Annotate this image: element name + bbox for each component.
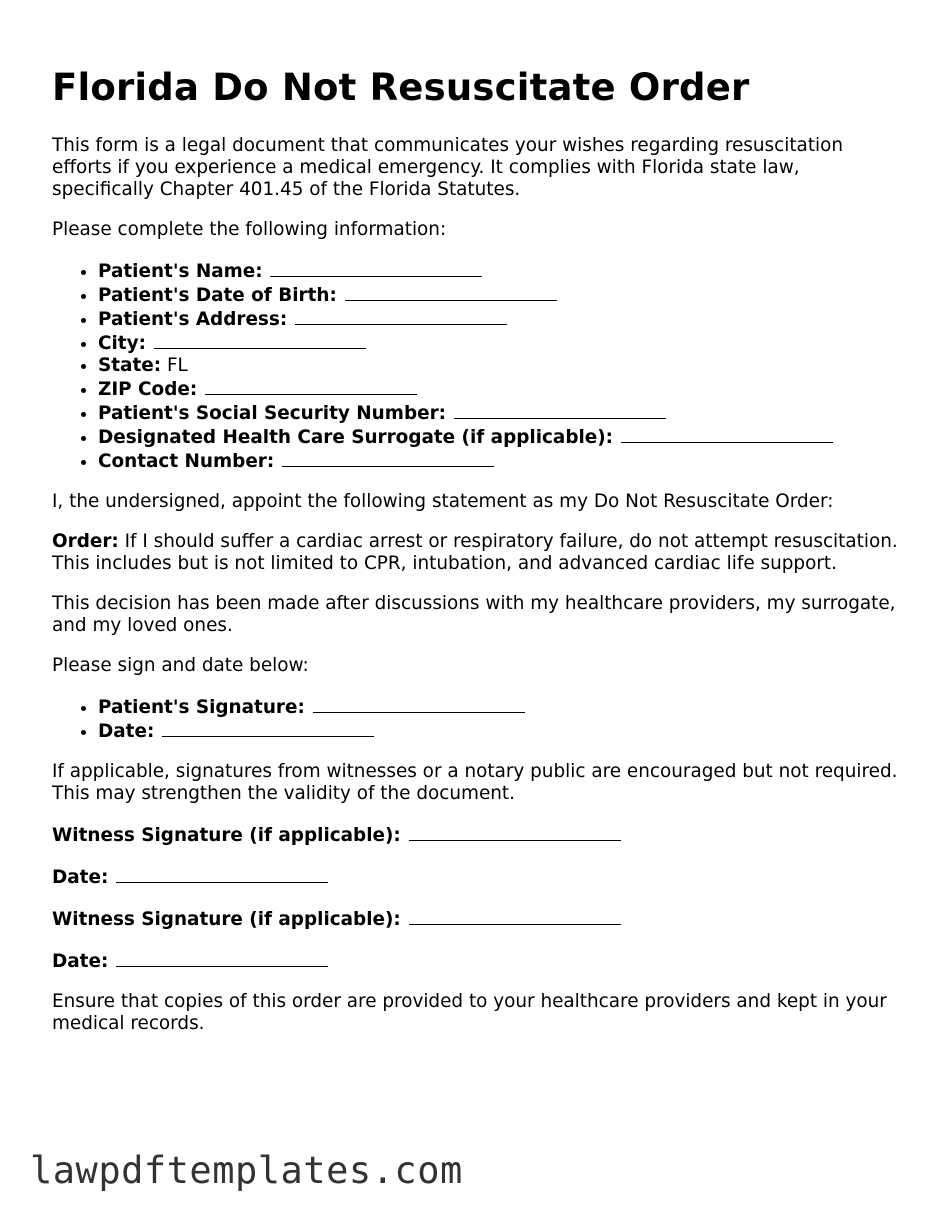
field-label: Patient's Date of Birth: [98,285,337,306]
document-page [52,66,902,1053]
decision-paragraph: This decision has been made after discussions with my healthcare providers, my surrogate, and my loved ones. [52,593,896,636]
field-label: Patient's Social Security Number: [98,403,447,424]
signature-date-field[interactable] [162,719,374,737]
patient-info-list [52,259,902,473]
witness-1-signature-field[interactable] [409,823,621,841]
city-field[interactable] [154,331,366,349]
field-label: City: [98,333,146,354]
field-label: Patient's Address: [98,309,288,330]
list-item-contact [98,449,902,473]
witness-2-date-field[interactable] [116,949,328,967]
field-label: Contact Number: [98,451,275,472]
witness-date-label: Date: [52,951,109,972]
witness-signature-label: Witness Signature (if applicable): [52,825,401,846]
complete-prompt: Please complete the following information: [52,219,447,240]
sign-prompt: Please sign and date below: [52,655,309,676]
contact-number-field[interactable] [282,449,494,467]
list-item-zip [98,377,902,401]
witness-1-date-line [52,865,902,889]
field-label: ZIP Code: [98,379,198,400]
field-label: State: [98,355,162,376]
patient-signature-field[interactable] [313,695,525,713]
witness-2-signature-field[interactable] [409,907,621,925]
order-text: If I should suffer a cardiac arrest or respiratory failure, do not attempt resuscitation. This includes but is not limited to CPR, intubation, and advanced cardiac life support. [52,531,898,574]
state-value: FL [166,355,188,376]
list-item-ssn [98,401,902,425]
order-label: Order: [52,531,119,552]
list-item-patient-signature [98,695,902,719]
witness-date-label: Date: [52,867,109,888]
patient-name-field[interactable] [270,259,482,277]
witness-1-signature-line [52,823,902,847]
appoint-statement: I, the undersigned, appoint the following statement as my Do Not Resuscitate Order: [52,491,834,512]
witness-2-signature-line [52,907,902,931]
watermark-text: lawpdftemplates.com [30,1149,463,1192]
intro-paragraph: This form is a legal document that communicates your wishes regarding resuscitation efforts if you experience a medical emergency. It complies with Florida state law, specifically Chapter 401.45 of the Florida Statutes. [52,135,844,200]
zip-field[interactable] [205,377,417,395]
list-item-state [98,355,902,377]
patient-dob-field[interactable] [345,283,557,301]
field-label: Patient's Signature: [98,697,305,718]
surrogate-field[interactable] [621,425,833,443]
list-item-patient-dob [98,283,902,307]
list-item-signature-date [98,719,902,743]
field-label: Designated Health Care Surrogate (if applicable): [98,427,614,448]
list-item-patient-address [98,307,902,331]
list-item-surrogate [98,425,902,449]
signature-list [52,695,902,743]
page-title: Florida Do Not Resuscitate Order [52,66,750,109]
witness-note: If applicable, signatures from witnesses or a notary public are encouraged but not required. This may strengthen the validity of the document. [52,761,898,804]
witness-signature-label: Witness Signature (if applicable): [52,909,401,930]
field-label: Patient's Name: [98,261,263,282]
order-paragraph [52,531,902,575]
field-label: Date: [98,721,155,742]
closing-paragraph: Ensure that copies of this order are provided to your healthcare providers and kept in your medical records. [52,991,887,1034]
witness-2-date-line [52,949,902,973]
ssn-field[interactable] [454,401,666,419]
patient-address-field[interactable] [295,307,507,325]
witness-1-date-field[interactable] [116,865,328,883]
list-item-city [98,331,902,355]
list-item-patient-name [98,259,902,283]
